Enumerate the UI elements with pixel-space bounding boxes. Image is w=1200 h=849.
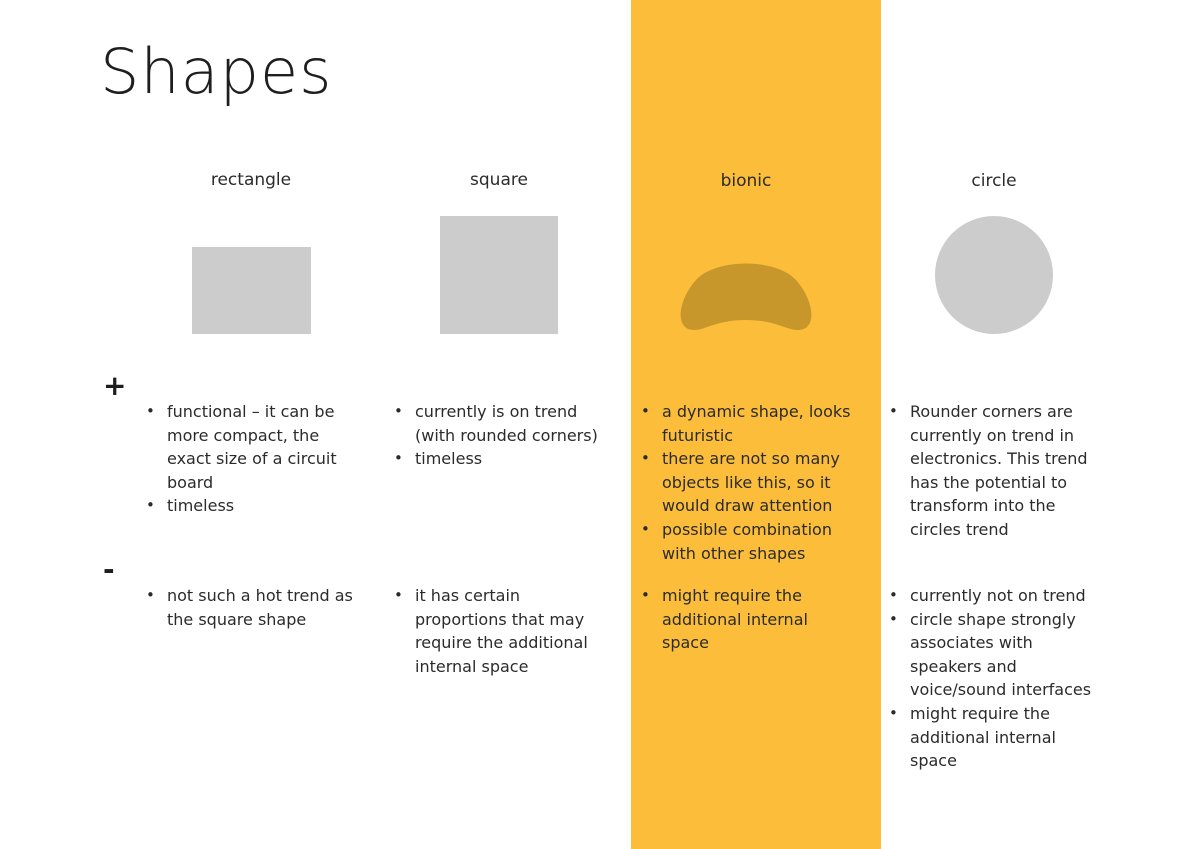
list-item: • there are not so many objects like this, so it would draw attention [641,447,863,518]
column-label-bionic: bionic [720,171,772,191]
list-item: • a dynamic shape, looks futuristic [641,400,863,447]
bionic-pros-list [641,400,863,565]
list-item: • it has certain proportions that may require the additional internal space [394,584,606,678]
circle-shape [935,216,1053,334]
list-item: • not such a hot trend as the square shape [146,584,368,631]
list-item: • might require the additional internal space [889,702,1103,773]
square-pros-list [394,400,616,471]
bionic-shape [676,250,816,340]
column-label-square: square [470,170,528,190]
page-title: Shapes [100,35,333,108]
column-label-circle: circle [971,171,1017,191]
list-item: • timeless [394,447,616,471]
column-label-rectangle: rectangle [210,170,292,190]
circle-cons-list [889,584,1103,773]
list-item: • timeless [146,494,346,518]
bionic-cons-list [641,584,831,655]
rectangle-shape [192,247,311,334]
list-item: • possible combination with other shapes [641,518,863,565]
cons-sign: - [103,553,115,586]
list-item: • Rounder corners are currently on trend in electronics. This trend has the potential to transform into the circles trend [889,400,1103,542]
square-shape [440,216,558,334]
pros-sign: + [103,369,127,402]
rectangle-pros-list [146,400,346,518]
list-item: • circle shape strongly associates with speakers and voice/sound interfaces [889,608,1103,702]
list-item: • currently is on trend (with rounded corners) [394,400,616,447]
rectangle-cons-list [146,584,368,631]
list-item: • currently not on trend [889,584,1103,608]
list-item: • might require the additional internal space [641,584,831,655]
list-item: • functional – it can be more compact, the exact size of a circuit board [146,400,346,494]
circle-pros-list [889,400,1103,542]
square-cons-list [394,584,606,678]
